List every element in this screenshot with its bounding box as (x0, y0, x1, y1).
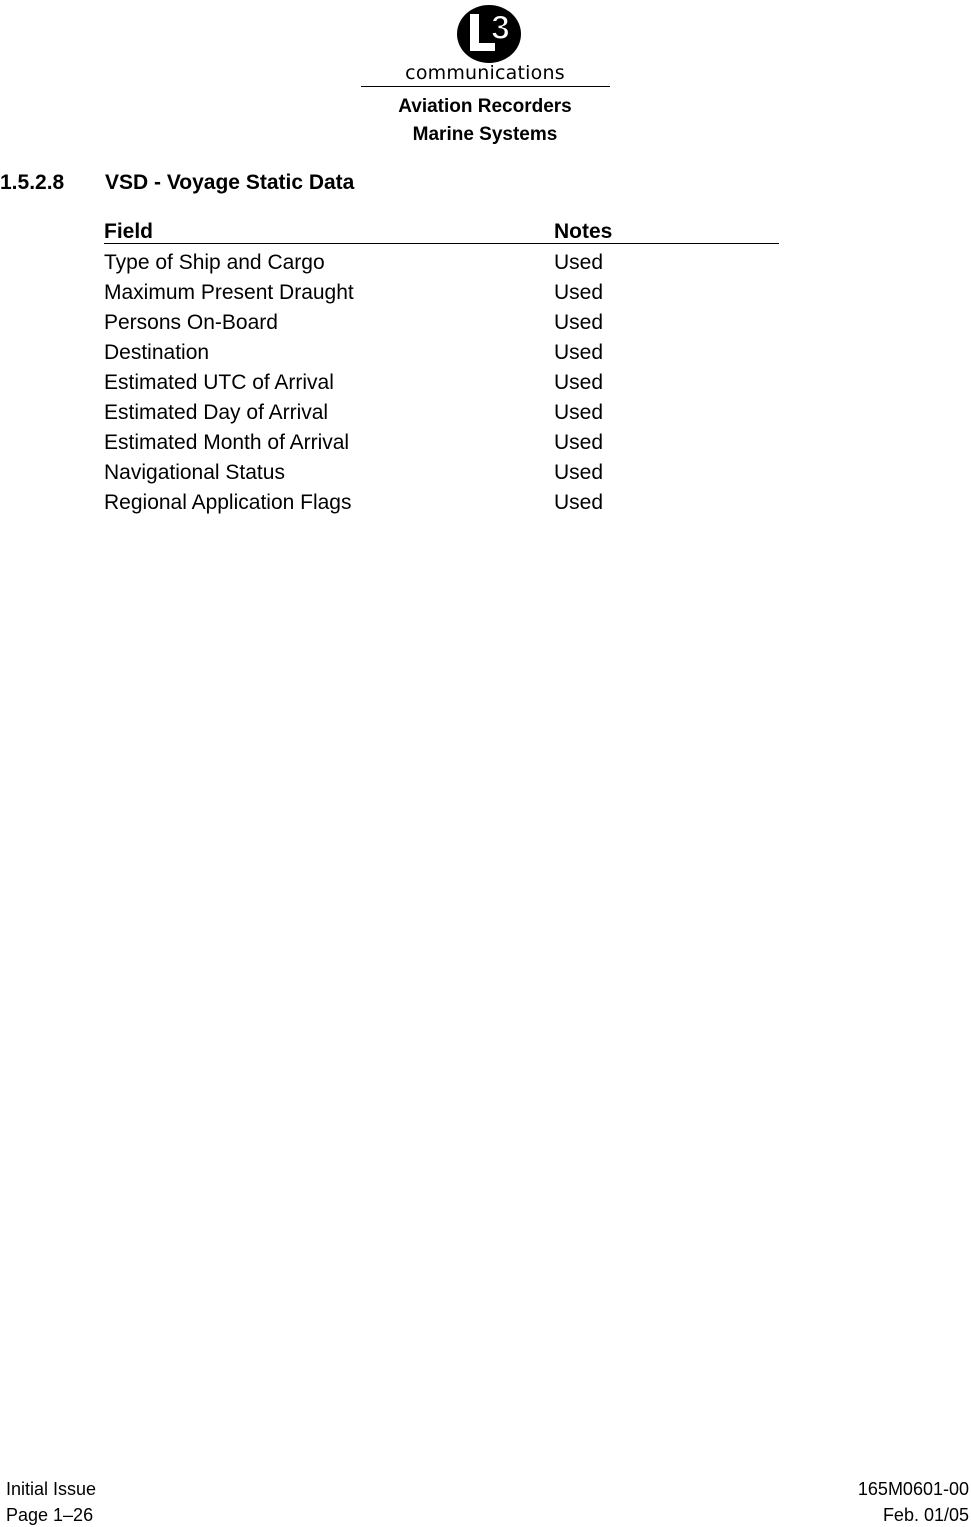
field-cell: Estimated UTC of Arrival (104, 371, 334, 394)
column-header-notes: Notes (554, 220, 613, 243)
notes-cell: Used (554, 341, 604, 364)
field-cell: Estimated Month of Arrival (104, 431, 350, 454)
field-cell: Regional Application Flags (104, 491, 352, 514)
table-row (104, 484, 779, 514)
footer-page-number: Page 1–26 (6, 1505, 94, 1525)
table-row (104, 244, 779, 274)
field-cell: Type of Ship and Cargo (104, 251, 325, 274)
svg-text:3: 3 (491, 9, 510, 47)
field-cell: Navigational Status (104, 461, 285, 484)
table-row (104, 364, 779, 394)
logo-divider (361, 86, 610, 87)
notes-cell: Used (554, 431, 604, 454)
field-notes-table (104, 221, 779, 514)
notes-cell: Used (554, 461, 604, 484)
section-number: 1.5.2.8 (0, 171, 65, 194)
table-row (104, 454, 779, 484)
table-row (104, 304, 779, 334)
column-header-field: Field (104, 220, 154, 243)
notes-cell: Used (554, 371, 604, 394)
notes-cell: Used (554, 311, 604, 334)
field-cell: Persons On-Board (104, 311, 278, 334)
field-cell: Maximum Present Draught (104, 281, 354, 304)
section-title: VSD - Voyage Static Data (105, 171, 355, 194)
table-row (104, 334, 779, 364)
table-header (104, 221, 779, 244)
table-row (104, 424, 779, 454)
notes-cell: Used (554, 401, 604, 424)
l3-logo-icon (456, 4, 522, 64)
footer-document-number: 165M0601-00 (857, 1479, 969, 1499)
table-row (104, 394, 779, 424)
division-subname: Marine Systems (412, 124, 558, 145)
footer-issue: Initial Issue (6, 1479, 97, 1499)
footer-date: Feb. 01/05 (882, 1505, 969, 1525)
logo-wordmark: communications (405, 62, 565, 84)
field-cell: Destination (104, 341, 210, 364)
notes-cell: Used (554, 491, 604, 514)
notes-cell: Used (554, 281, 604, 304)
field-cell: Estimated Day of Arrival (104, 401, 329, 424)
table-row (104, 274, 779, 304)
division-name: Aviation Recorders (398, 96, 572, 117)
notes-cell: Used (554, 251, 604, 274)
